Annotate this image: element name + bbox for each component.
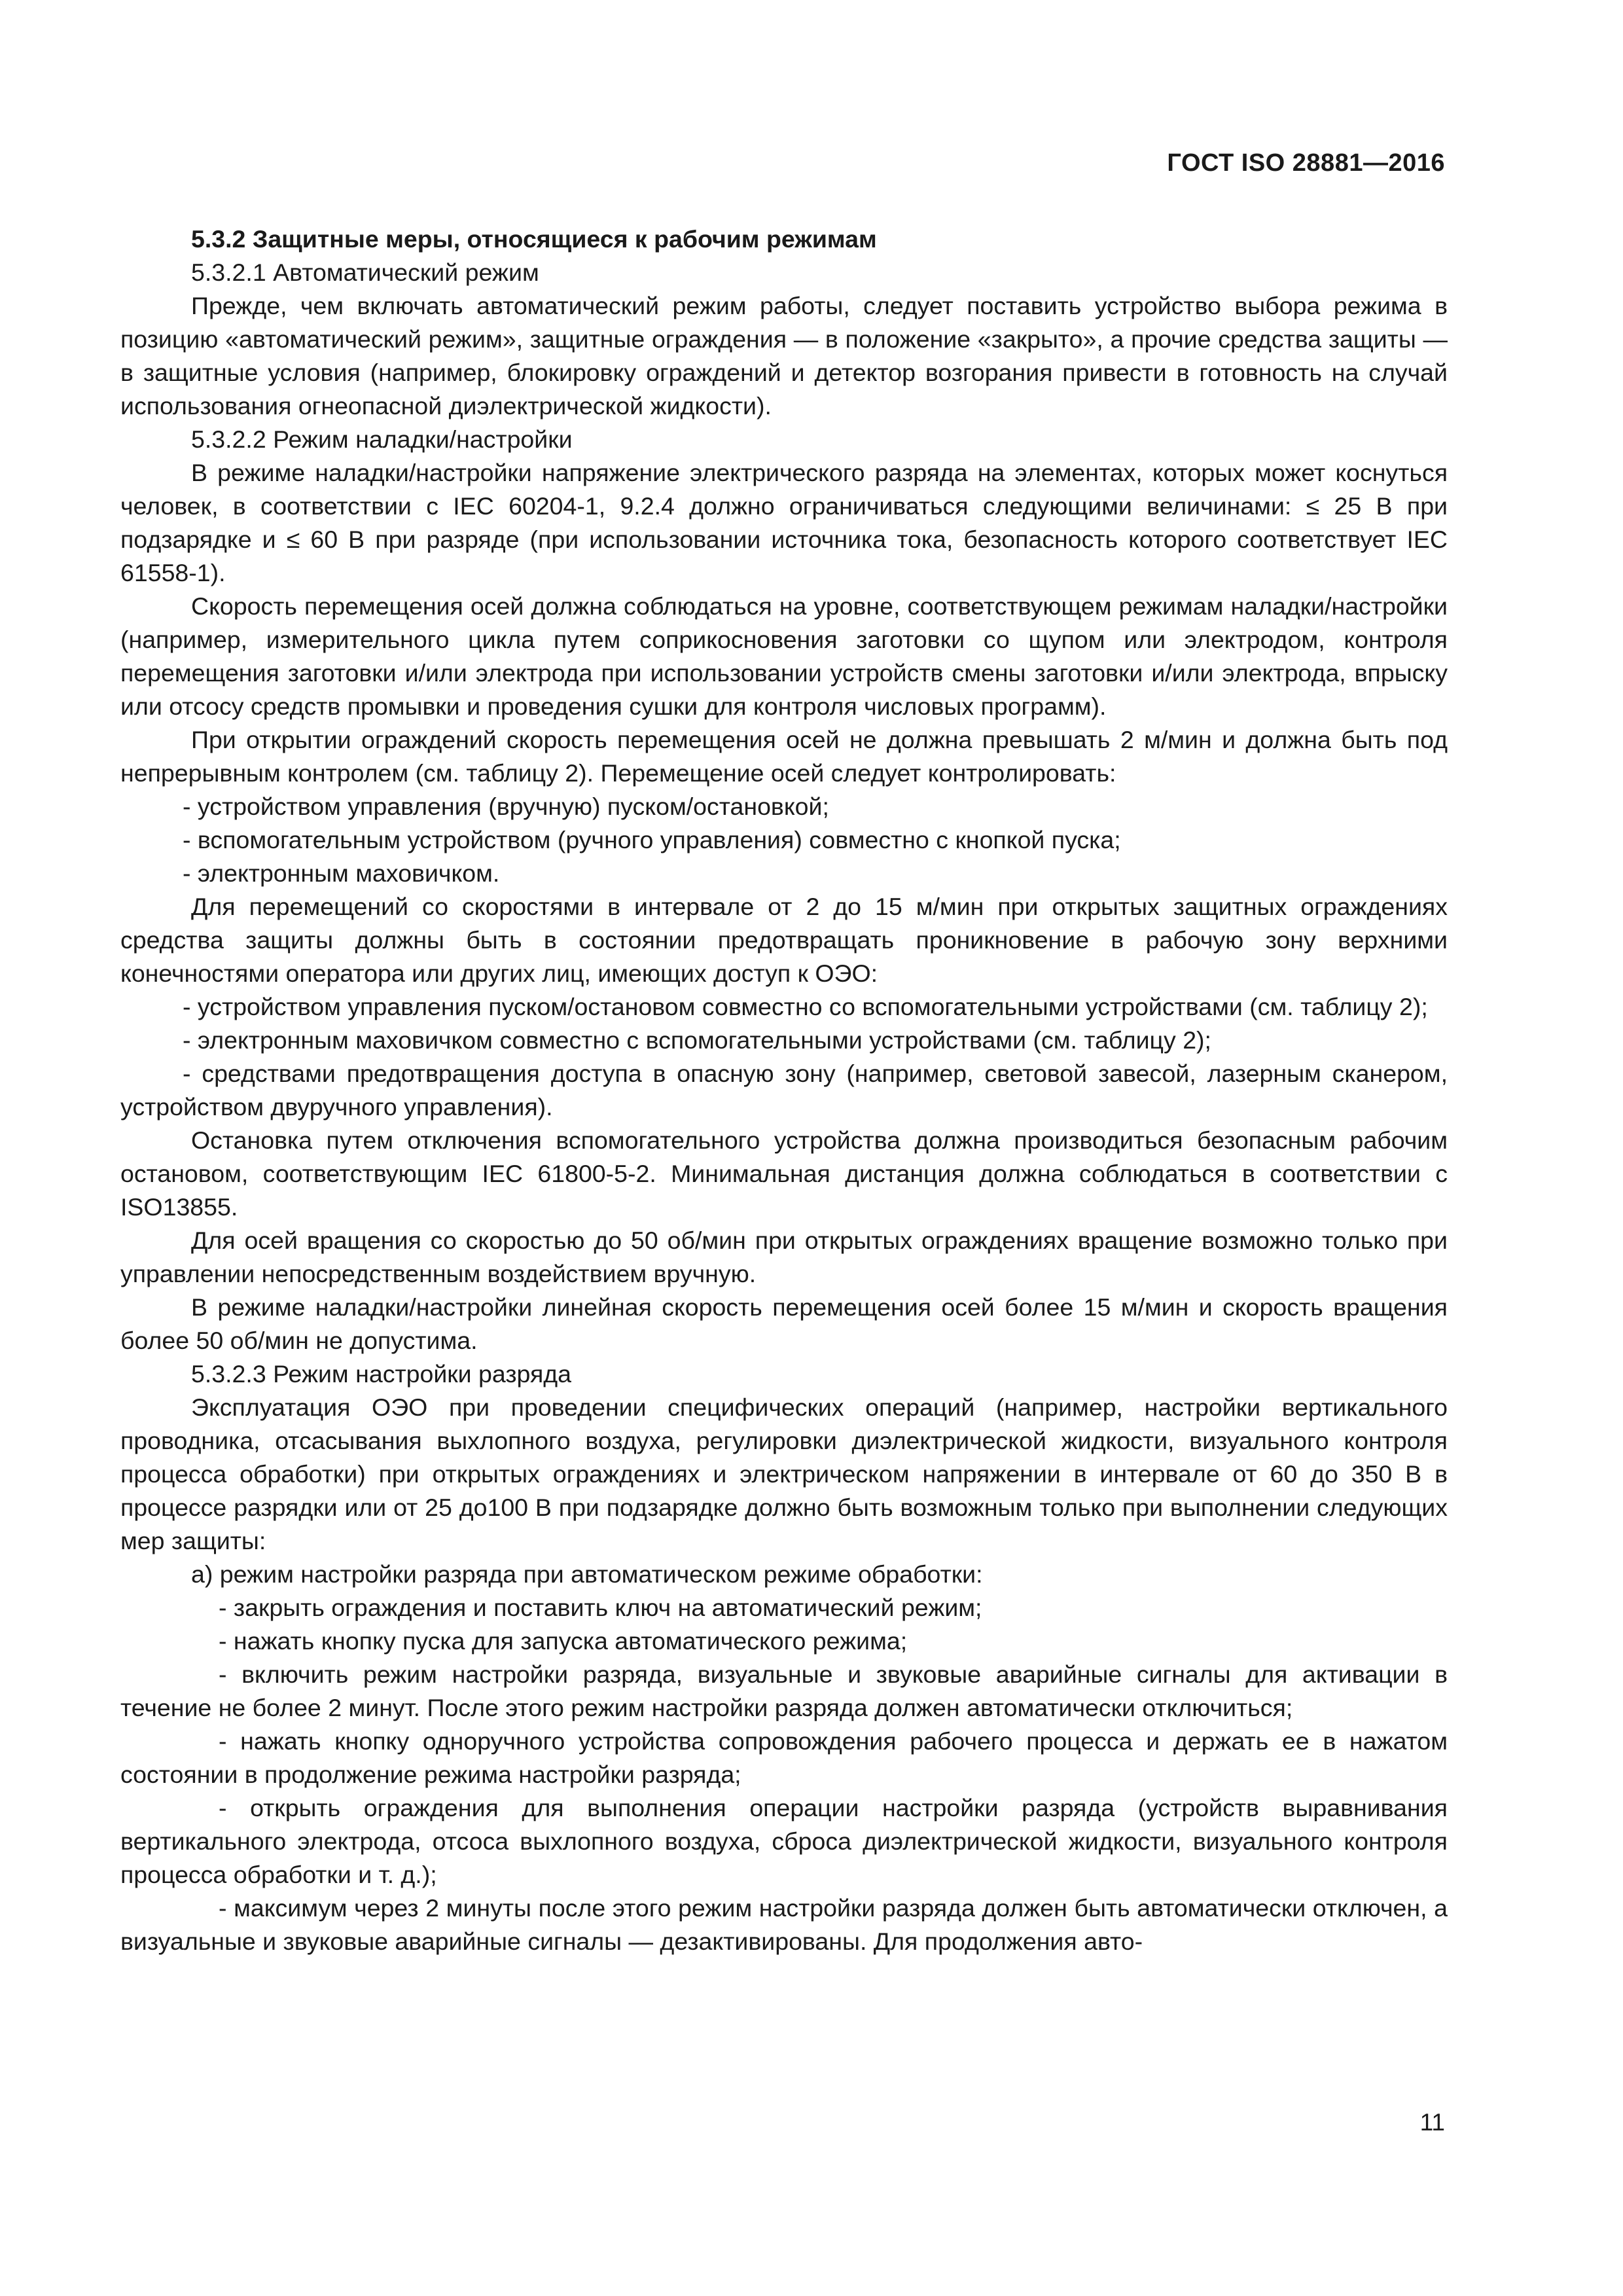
list-item: - электронным маховичком совместно с вспомогательными устройствами (см. таблицу 2); (183, 1026, 1211, 1054)
list-item: - нажать кнопку пуска для запуска автоматического режима; (219, 1627, 908, 1655)
section-title: 5.3.2 Защитные меры, относящиеся к рабочим режимам (191, 225, 877, 253)
list-item: - средствами предотвращения доступа в опасную зону (например, световой завесой, лазерным сканером, устройством двуручного управления). (120, 1060, 1448, 1121)
paragraph: Эксплуатация ОЭО при проведении специфических операций (например, настройки вертикального проводника, отсасывания выхлопного воздуха, регулировки диэлектрической жидкости, визуального контроля процесса обработки) при открытых ограждениях и электрическом напряжении в интервале от 60 до 350 В в процессе разрядки или от 25 до100 В при подзарядке должно быть возможным только при выполнении следующих мер защиты: (120, 1393, 1448, 1554)
paragraph: Для перемещений со скоростями в интервале от 2 до 15 м/мин при открытых защитных ограждениях средства защиты должны быть в состоянии предотвращать проникновение в рабочую зону верхними конечностями оператора или других лиц, имеющих доступ к ОЭО: (120, 893, 1448, 987)
paragraph: В режиме наладки/настройки напряжение электрического разряда на элементах, которых может коснуться человек, в соответствии с IEC 60204-1, 9.2.4 должно ограничиваться следующими величинами: ≤ 25 В при подзарядке и ≤ 60 В при разряде (при использовании источника тока, безопасность которого соответствует IEC 61558-1). (120, 459, 1448, 586)
list-item: - устройством управления (вручную) пуском/остановкой; (183, 793, 829, 820)
subsection-title-discharge-setup-mode: 5.3.2.3 Режим настройки разряда (191, 1360, 572, 1388)
list-item: - закрыть ограждения и поставить ключ на автоматический режим; (219, 1594, 982, 1621)
paragraph: Скорость перемещения осей должна соблюдаться на уровне, соответствующем режимам наладки/настройки (например, измерительного цикла путем соприкосновения заготовки со щупом или электродом, контроля перемещения заготовки и/или электрода при использовании устройств смены заготовки и/или электрода, впрыску или отсосу средств промывки и проведения сушки для контроля числовых программ). (120, 592, 1448, 720)
subsection-title-setup-mode: 5.3.2.2 Режим наладки/настройки (191, 425, 573, 453)
list-item: - вспомогательным устройством (ручного управления) совместно с кнопкой пуска; (183, 826, 1121, 853)
paragraph: При открытии ограждений скорость перемещения осей не должна превышать 2 м/мин и должна быть под непрерывным контролем (см. таблицу 2). Перемещение осей следует контролировать: (120, 726, 1448, 787)
list-item: - устройством управления пуском/остановом совместно со вспомогательными устройствами (см. таблицу 2); (183, 993, 1428, 1020)
document-designation: ГОСТ ISO 28881—2016 (1167, 149, 1445, 177)
paragraph: В режиме наладки/настройки линейная скорость перемещения осей более 15 м/мин и скорость вращения более 50 об/мин не допустима. (120, 1293, 1448, 1354)
paragraph: Остановка путем отключения вспомогательного устройства должна производиться безопасным рабочим остановом, соответствующим IEC 61800-5-2. Минимальная дистанция должна соблюдаться в соответствии с ISO13855. (120, 1126, 1448, 1221)
list-item: - максимум через 2 минуты после этого режим настройки разряда должен быть автоматически отключен, а визуальные и звуковые аварийные сигналы — дезактивированы. Для продолжения авто- (120, 1894, 1448, 1955)
list-item: - включить режим настройки разряда, визуальные и звуковые аварийные сигналы для активации в течение не более 2 минут. После этого режим настройки разряда должен автоматически отключиться; (120, 1660, 1448, 1721)
paragraph: Для осей вращения со скоростью до 50 об/мин при открытых ограждениях вращение возможно только при управлении непосредственным воздействием вручную. (120, 1227, 1448, 1287)
page-number: 11 (1419, 2109, 1445, 2136)
list-item: - электронным маховичком. (183, 859, 500, 887)
list-item: - открыть ограждения для выполнения операции настройки разряда (устройств выравнивания вертикального электрода, отсоса выхлопного воздуха, сброса диэлектрической жидкости, визуального контроля процесса обработки и т. д.); (120, 1794, 1448, 1888)
document-body (120, 223, 1448, 1958)
list-item: - нажать кнопку одноручного устройства сопровождения рабочего процесса и держать ее в нажатом состоянии в продолжение режима настройки разряда; (120, 1727, 1448, 1788)
paragraph: Прежде, чем включать автоматический режим работы, следует поставить устройство выбора режима в позицию «автоматический режим», защитные ограждения — в положение «закрыто», а прочие средства защиты — в защитные условия (например, блокировку ограждений и детектор возгорания привести в готовность на случай использования огнеопасной диэлектрической жидкости). (120, 292, 1448, 420)
subsection-title-automatic-mode: 5.3.2.1 Автоматический режим (191, 259, 539, 286)
list-heading-a: а) режим настройки разряда при автоматическом режиме обработки: (191, 1560, 983, 1588)
